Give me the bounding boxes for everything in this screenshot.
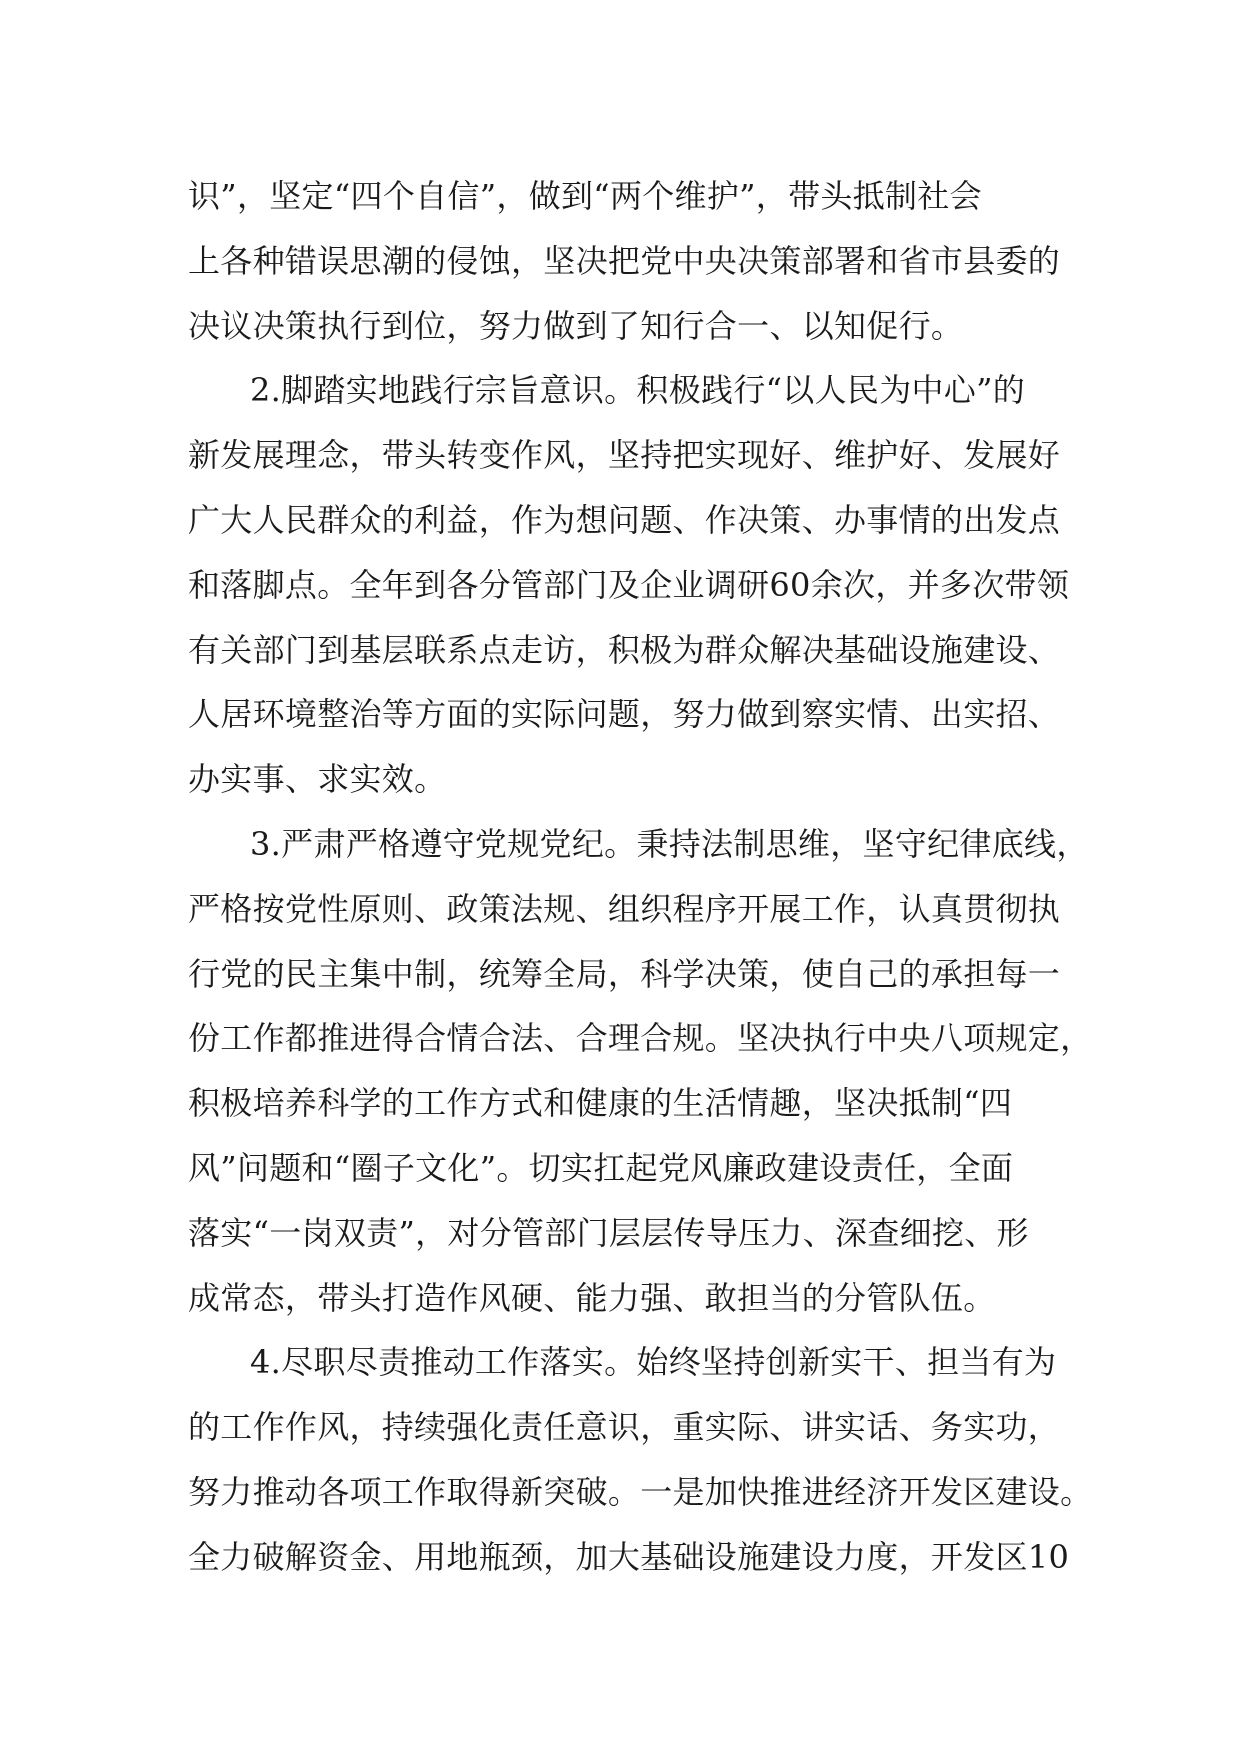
text-line: 4.尽职尽责推动工作落实。始终坚持创新实干、担当有为 bbox=[250, 1343, 1057, 1382]
paragraph-continuation bbox=[188, 164, 1088, 358]
text-line: 成常态，带头打造作风硬、能力强、敢担当的分管队伍。 bbox=[188, 1278, 996, 1317]
paragraph-4 bbox=[188, 1330, 1093, 1589]
text-line: 积极培养科学的工作方式和健康的生活情趣，坚决抵制“四 bbox=[188, 1084, 1013, 1123]
paragraph-3 bbox=[188, 812, 1093, 1330]
text-line: 广大人民群众的利益，作为想问题、作决策、办事情的出发点 bbox=[188, 500, 1061, 539]
text-line: 全力破解资金、用地瓶颈，加大基础设施建设力度，开发区10 bbox=[188, 1537, 1070, 1576]
text-line: 行党的民主集中制，统筹全局，科学决策，使自己的承担每一 bbox=[188, 954, 1061, 993]
body-text bbox=[188, 164, 1093, 1590]
text-line: 的工作作风，持续强化责任意识，重实际、讲实话、务实功， bbox=[188, 1408, 1061, 1447]
text-line: 2.脚踏实地践行宗旨意识。积极践行“以人民为中心”的 bbox=[250, 371, 1026, 410]
text-line: 风”问题和“圈子文化”。切实扛起党风廉政建设责任，全面 bbox=[188, 1148, 1014, 1187]
text-line: 有关部门到基层联系点走访，积极为群众解决基础设施建设、 bbox=[188, 630, 1061, 669]
text-line: 落实“一岗双责”，对分管部门层层传导压力、深查细挖、形 bbox=[188, 1213, 1029, 1252]
text-line: 决议决策执行到位，努力做到了知行合一、以知促行。 bbox=[188, 306, 964, 345]
paragraph-2 bbox=[188, 358, 1088, 812]
text-line: 识”，坚定“四个自信”，做到“两个维护”，带头抵制社会 bbox=[188, 177, 982, 215]
text-line: 份工作都推进得合情合法、合理合规。坚决执行中央八项规定， bbox=[188, 1019, 1093, 1058]
text-line: 上各种错误思潮的侵蚀，坚决把党中央决策部署和省市县委的 bbox=[188, 241, 1061, 280]
text-line: 和落脚点。全年到各分管部门及企业调研60余次，并多次带领 bbox=[188, 565, 1070, 604]
text-line: 人居环境整治等方面的实际问题，努力做到察实情、出实招、 bbox=[188, 695, 1061, 734]
text-line: 新发展理念，带头转变作风，坚持把实现好、维护好、发展好 bbox=[188, 436, 1061, 475]
text-line: 严格按党性原则、政策法规、组织程序开展工作，认真贯彻执 bbox=[188, 889, 1061, 928]
text-line: 努力推动各项工作取得新突破。一是加快推进经济开发区建设。 bbox=[188, 1472, 1093, 1511]
text-line: 办实事、求实效。 bbox=[188, 760, 447, 799]
text-line: 3.严肃严格遵守党规党纪。秉持法制思维，坚守纪律底线， bbox=[250, 824, 1089, 863]
